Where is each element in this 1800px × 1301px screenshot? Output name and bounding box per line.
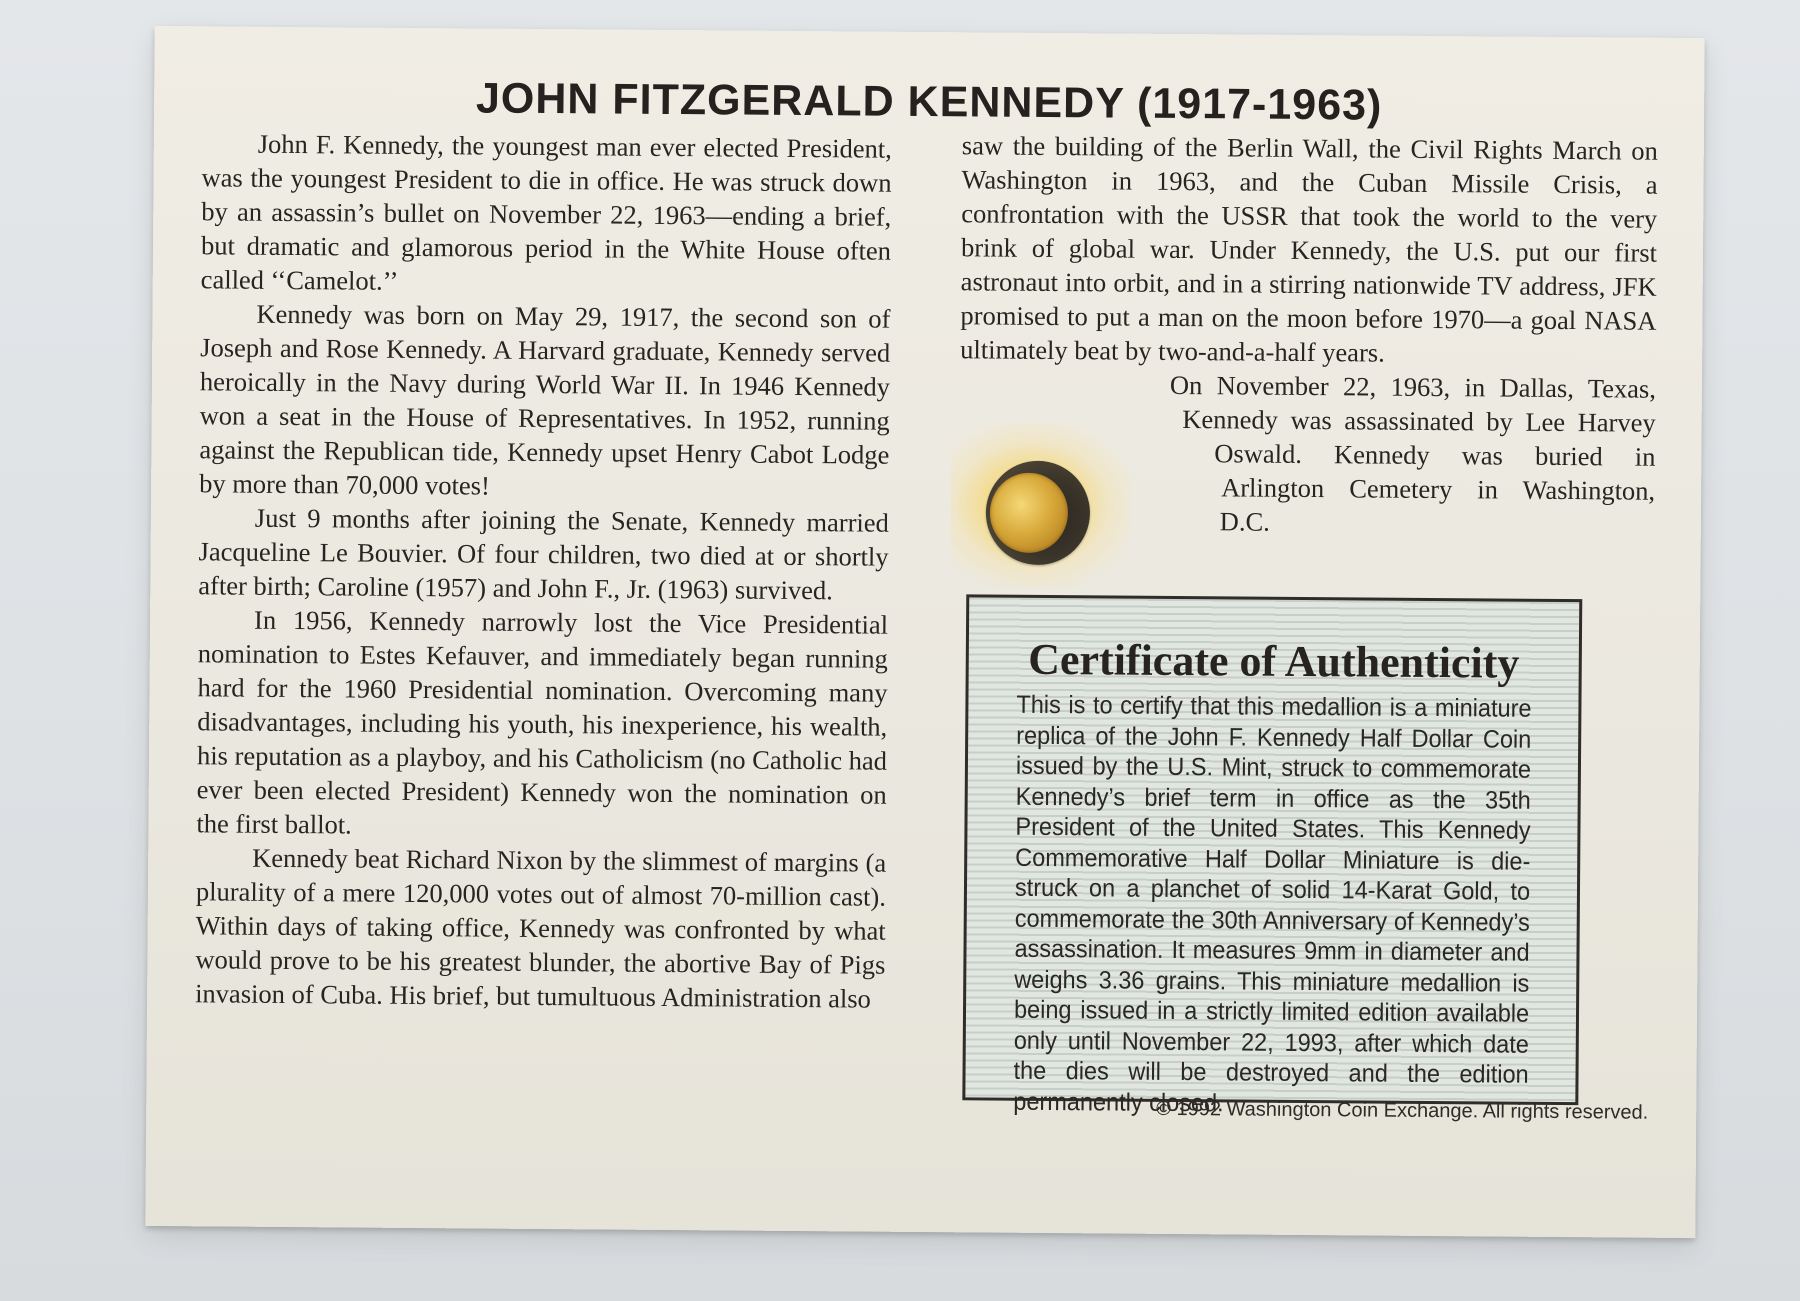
biography-continuation: saw the building of the Berlin Wall, the Civil Rights March on Washington in 1963, and the Cuban Missile Crisis, a confrontation with the USSR that took the world to the very brink of global war. Under Kennedy, the U.S. put our first astronaut into orbit, and in a stirring nationwide TV address, JFK promised to put a man on the moon before 1970—a goal NASA ultimately beat by two-and-a-half years. bbox=[960, 130, 1658, 368]
copyright-notice: © 1992 Washington Coin Exchange. All rights reserved. bbox=[1156, 1097, 1649, 1124]
medallion-holder bbox=[950, 422, 1131, 588]
biography-paragraph: Just 9 months after joining the Senate, Kennedy married Jacqueline Le Bouvier. Of four children, two died at or shortly after birth; Caroline (1957) and John F., Jr. (1963) survived. bbox=[198, 502, 889, 606]
medallion-face bbox=[990, 473, 1069, 554]
biography-left-column bbox=[195, 126, 892, 1015]
biography-paragraph: Kennedy was born on May 29, 1917, the second son of Joseph and Rose Kennedy. A Harvard graduate, Kennedy served heroically in the Navy during World War II. In 1946 Kennedy won a seat in the House of Representatives. In 1952, running against the Republican tide, Kennedy upset Henry Cabot Lodge by more than 70,000 votes! bbox=[199, 298, 891, 501]
biography-paragraph: John F. Kennedy, the youngest man ever elected President, was the youngest President to die in office. He was struck down by an assassin’s bullet on November 22, 1963—ending a brief, but dramatic and glamorous period in the White House often called ‘‘Camelot.’’ bbox=[200, 128, 892, 296]
biography-final-paragraph: On November 22, 1963, in Dallas, Texas, Kennedy was assassinated by Lee Harvey Oswald. Kennedy was buried in Arlington Cemetery in Washington, D.C. bbox=[1169, 369, 1657, 537]
biography-paragraph: Kennedy beat Richard Nixon by the slimmest of margins (a plurality of a mere 120,000 votes out of almost 70-million cast). Within days of taking office, Kennedy was confronted by what would prove to be his greatest blunder, the abortive Bay of Pigs invasion of Cuba. His brief, but tumultuous Administration also bbox=[195, 842, 887, 1014]
gold-medallion-icon bbox=[986, 460, 1091, 565]
certificate-title: Certificate of Authenticity bbox=[1028, 634, 1520, 688]
certificate-body: This is to certify that this medallion is a miniature replica of the John F. Kennedy Half Dollar Coin issued by the U.S. Mint, struck to commemorate Kennedy’s brief term in office as the 35th President of the United States. This Kennedy Commemorative Half Dollar Miniature is die-struck on a planchet of solid 14-Karat Gold, to commemorate the 30th Anniversary of Kennedy’s assassination. It measures 9mm in diameter and weighs 3.36 grains. This miniature medallion is being issued in a strictly limited edition available only until November 22, 1993, after which date the dies will be destroyed and the edition permanently closed. bbox=[1013, 690, 1532, 1117]
certificate-card bbox=[145, 26, 1704, 1238]
card-title: JOHN FITZGERALD KENNEDY (1917-1963) bbox=[475, 74, 1383, 130]
biography-paragraph: In 1956, Kennedy narrowly lost the Vice Presidential nomination to Estes Kefauver, and immediately began running hard for the 1960 Presidential nomination. Overcoming many disadvantages, including his youth, his inexperience, his wealth, his reputation as a playboy, and his Catholicism (no Catholic had ever been elected President) Kennedy won the nomination on the first ballot. bbox=[196, 604, 889, 840]
